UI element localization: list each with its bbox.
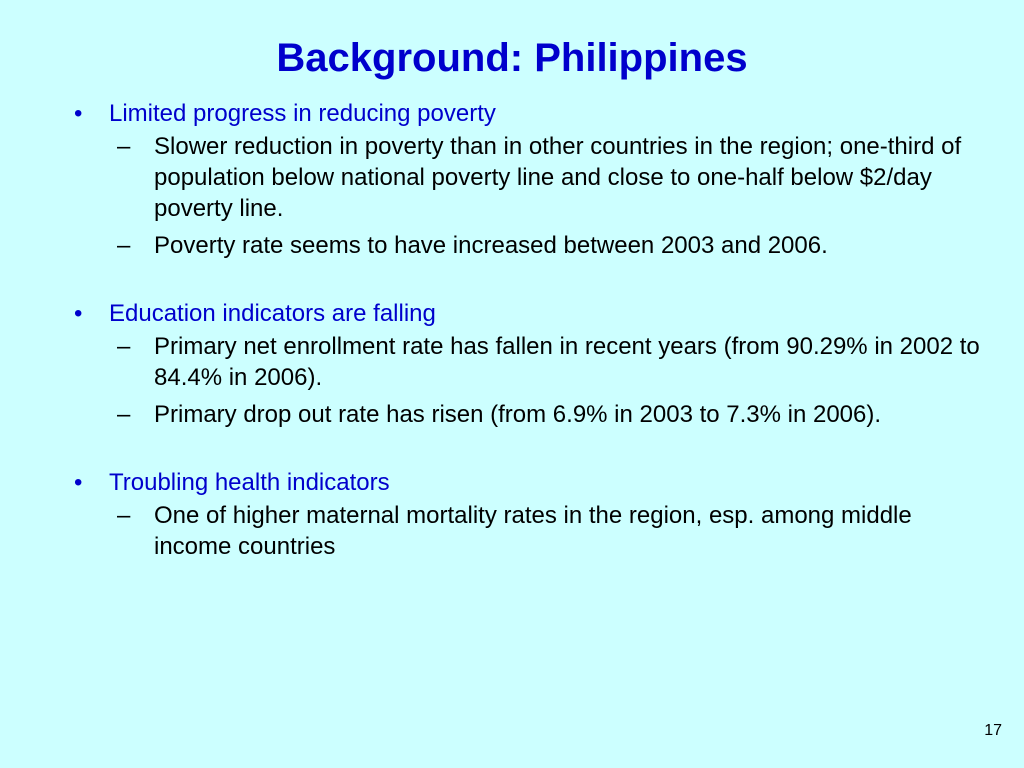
sub-list	[74, 131, 984, 261]
sub-item	[117, 399, 984, 430]
sub-item-text: Primary net enrollment rate has fallen in recent years (from 90.29% in 2002 to 84.4% in 2006).	[154, 333, 980, 391]
page-number: 17	[984, 722, 1002, 739]
section-poverty	[74, 98, 984, 261]
slide-body	[74, 98, 984, 568]
bullet-heading: Limited progress in reducing poverty	[109, 100, 496, 127]
bullet-poverty	[74, 98, 984, 129]
bullet-education	[74, 298, 984, 329]
sub-item-text: Poverty rate seems to have increased between 2003 and 2006.	[154, 232, 828, 259]
bullet-icon: •	[74, 100, 83, 127]
sub-item	[117, 331, 984, 393]
dash-icon: –	[117, 502, 131, 529]
sub-item	[117, 230, 984, 261]
sub-list	[74, 500, 984, 562]
sub-item	[117, 500, 984, 562]
section-education	[74, 298, 984, 430]
bullet-icon: •	[74, 469, 83, 496]
dash-icon: –	[117, 401, 131, 428]
sub-item-text: Slower reduction in poverty than in other countries in the region; one-third of population below national poverty line and close to one-half below $2/day poverty line.	[154, 133, 962, 222]
section-health	[74, 467, 984, 562]
bullet-health	[74, 467, 984, 498]
slide-title: Background: Philippines	[276, 36, 748, 80]
bullet-heading: Education indicators are falling	[109, 300, 436, 327]
dash-icon: –	[117, 133, 131, 160]
dash-icon: –	[117, 232, 131, 259]
sub-list	[74, 331, 984, 430]
dash-icon: –	[117, 333, 131, 360]
sub-item-text: One of higher maternal mortality rates in the region, esp. among middle income countries	[154, 502, 912, 560]
sub-item	[117, 131, 984, 224]
sub-item-text: Primary drop out rate has risen (from 6.9% in 2003 to 7.3% in 2006).	[154, 401, 882, 428]
bullet-heading: Troubling health indicators	[109, 469, 390, 496]
bullet-icon: •	[74, 300, 83, 327]
